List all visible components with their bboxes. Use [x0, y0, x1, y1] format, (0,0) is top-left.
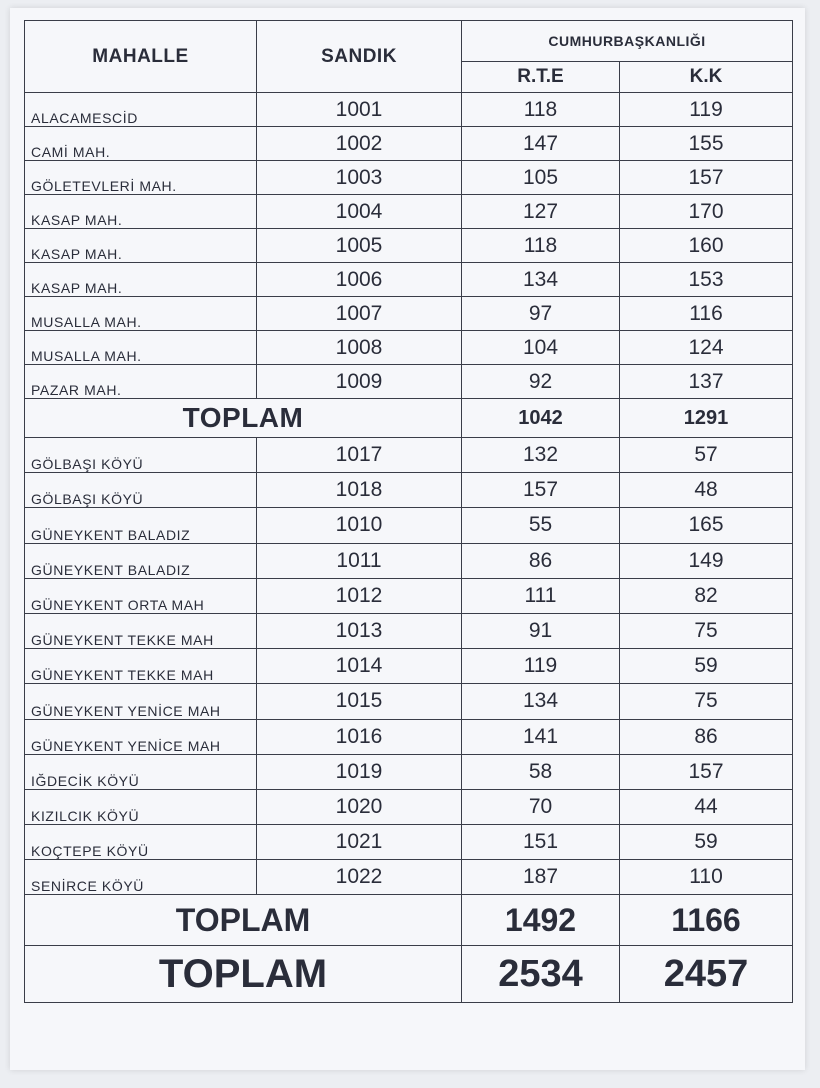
- table-row: [25, 719, 793, 754]
- table-row: [25, 508, 793, 543]
- table-row: [25, 578, 793, 613]
- rte-cell: 132: [462, 438, 620, 473]
- table-row: [25, 613, 793, 648]
- header-sandik: SANDIK: [257, 21, 462, 93]
- rte-cell: 187: [462, 860, 620, 895]
- rte-cell: 118: [462, 93, 620, 127]
- kk-cell: 75: [620, 613, 793, 648]
- header-rte: R.T.E: [462, 62, 620, 93]
- group2-total-kk: 1166: [620, 895, 793, 946]
- kk-cell: 119: [620, 93, 793, 127]
- mahalle-cell: IĞDECİK KÖYÜ: [25, 754, 257, 789]
- mahalle-cell: PAZAR MAH.: [25, 365, 257, 399]
- grand-total-label: TOPLAM: [25, 946, 462, 1003]
- sandik-cell: 1012: [257, 578, 462, 613]
- sandik-cell: 1015: [257, 684, 462, 719]
- kk-cell: 160: [620, 229, 793, 263]
- mahalle-cell: ALACAMESCİD: [25, 93, 257, 127]
- sandik-cell: 1010: [257, 508, 462, 543]
- sandik-cell: 1016: [257, 719, 462, 754]
- rte-cell: 104: [462, 331, 620, 365]
- mahalle-cell: KASAP MAH.: [25, 229, 257, 263]
- table-row: [25, 754, 793, 789]
- sandik-cell: 1020: [257, 789, 462, 824]
- table-row: [25, 684, 793, 719]
- mahalle-cell: KOÇTEPE KÖYÜ: [25, 825, 257, 860]
- group1-total-row: [25, 399, 793, 438]
- rte-cell: 127: [462, 195, 620, 229]
- mahalle-cell: GÜNEYKENT TEKKE MAH: [25, 649, 257, 684]
- group2-total-rte: 1492: [462, 895, 620, 946]
- kk-cell: 149: [620, 543, 793, 578]
- rte-cell: 58: [462, 754, 620, 789]
- group2-total-row: [25, 895, 793, 946]
- sandik-cell: 1014: [257, 649, 462, 684]
- kk-cell: 137: [620, 365, 793, 399]
- group2-rows: [25, 438, 793, 895]
- sandik-cell: 1006: [257, 263, 462, 297]
- election-results-table: [24, 20, 793, 1003]
- sandik-cell: 1002: [257, 127, 462, 161]
- table-row: [25, 127, 793, 161]
- kk-cell: 86: [620, 719, 793, 754]
- kk-cell: 44: [620, 789, 793, 824]
- table-row: [25, 365, 793, 399]
- rte-cell: 97: [462, 297, 620, 331]
- rte-cell: 91: [462, 613, 620, 648]
- table-row: [25, 263, 793, 297]
- sandik-cell: 1003: [257, 161, 462, 195]
- sandik-cell: 1001: [257, 93, 462, 127]
- kk-cell: 157: [620, 161, 793, 195]
- mahalle-cell: GÖLETEVLERİ MAH.: [25, 161, 257, 195]
- rte-cell: 111: [462, 578, 620, 613]
- header-kk: K.K: [620, 62, 793, 93]
- kk-cell: 124: [620, 331, 793, 365]
- group1-total-rte: 1042: [462, 399, 620, 438]
- kk-cell: 170: [620, 195, 793, 229]
- rte-cell: 70: [462, 789, 620, 824]
- group1-rows: [25, 93, 793, 399]
- kk-cell: 116: [620, 297, 793, 331]
- kk-cell: 82: [620, 578, 793, 613]
- group1-total-kk: 1291: [620, 399, 793, 438]
- rte-cell: 134: [462, 684, 620, 719]
- mahalle-cell: KIZILCIK KÖYÜ: [25, 789, 257, 824]
- group2-total-label: TOPLAM: [25, 895, 462, 946]
- mahalle-cell: GÜNEYKENT BALADIZ: [25, 508, 257, 543]
- sandik-cell: 1007: [257, 297, 462, 331]
- mahalle-cell: GÜNEYKENT YENİCE MAH: [25, 684, 257, 719]
- table-row: [25, 297, 793, 331]
- mahalle-cell: KASAP MAH.: [25, 195, 257, 229]
- group1-total-label: TOPLAM: [25, 399, 462, 438]
- table-row: [25, 93, 793, 127]
- sandik-cell: 1004: [257, 195, 462, 229]
- header-cumhurbaskanligi: CUMHURBAŞKANLIĞI: [462, 21, 793, 62]
- mahalle-cell: CAMİ MAH.: [25, 127, 257, 161]
- table-row: [25, 229, 793, 263]
- kk-cell: 48: [620, 473, 793, 508]
- kk-cell: 155: [620, 127, 793, 161]
- mahalle-cell: KASAP MAH.: [25, 263, 257, 297]
- mahalle-cell: SENİRCE KÖYÜ: [25, 860, 257, 895]
- rte-cell: 157: [462, 473, 620, 508]
- rte-cell: 141: [462, 719, 620, 754]
- mahalle-cell: GÜNEYKENT BALADIZ: [25, 543, 257, 578]
- kk-cell: 59: [620, 825, 793, 860]
- table-row: [25, 473, 793, 508]
- sandik-cell: 1018: [257, 473, 462, 508]
- mahalle-cell: GÜNEYKENT YENİCE MAH: [25, 719, 257, 754]
- grand-total-kk: 2457: [620, 946, 793, 1003]
- kk-cell: 57: [620, 438, 793, 473]
- header-mahalle: MAHALLE: [25, 21, 257, 93]
- paper-sheet: [10, 8, 805, 1070]
- sandik-cell: 1009: [257, 365, 462, 399]
- mahalle-cell: GÜNEYKENT TEKKE MAH: [25, 613, 257, 648]
- mahalle-cell: MUSALLA MAH.: [25, 331, 257, 365]
- sandik-cell: 1013: [257, 613, 462, 648]
- rte-cell: 134: [462, 263, 620, 297]
- table-row: [25, 438, 793, 473]
- table-row: [25, 543, 793, 578]
- rte-cell: 147: [462, 127, 620, 161]
- rte-cell: 151: [462, 825, 620, 860]
- table-row: [25, 789, 793, 824]
- mahalle-cell: GÜNEYKENT ORTA MAH: [25, 578, 257, 613]
- mahalle-cell: GÖLBAŞI KÖYÜ: [25, 438, 257, 473]
- sandik-cell: 1019: [257, 754, 462, 789]
- rte-cell: 105: [462, 161, 620, 195]
- sandik-cell: 1017: [257, 438, 462, 473]
- rte-cell: 119: [462, 649, 620, 684]
- grand-total-rte: 2534: [462, 946, 620, 1003]
- table-row: [25, 161, 793, 195]
- sandik-cell: 1021: [257, 825, 462, 860]
- kk-cell: 165: [620, 508, 793, 543]
- mahalle-cell: GÖLBAŞI KÖYÜ: [25, 473, 257, 508]
- table-row: [25, 195, 793, 229]
- kk-cell: 110: [620, 860, 793, 895]
- kk-cell: 75: [620, 684, 793, 719]
- table-row: [25, 649, 793, 684]
- grand-total-row: [25, 946, 793, 1003]
- mahalle-cell: MUSALLA MAH.: [25, 297, 257, 331]
- rte-cell: 55: [462, 508, 620, 543]
- kk-cell: 157: [620, 754, 793, 789]
- sandik-cell: 1005: [257, 229, 462, 263]
- sandik-cell: 1022: [257, 860, 462, 895]
- table-row: [25, 860, 793, 895]
- rte-cell: 92: [462, 365, 620, 399]
- rte-cell: 118: [462, 229, 620, 263]
- table-row: [25, 825, 793, 860]
- table-row: [25, 331, 793, 365]
- rte-cell: 86: [462, 543, 620, 578]
- kk-cell: 153: [620, 263, 793, 297]
- sandik-cell: 1008: [257, 331, 462, 365]
- sandik-cell: 1011: [257, 543, 462, 578]
- kk-cell: 59: [620, 649, 793, 684]
